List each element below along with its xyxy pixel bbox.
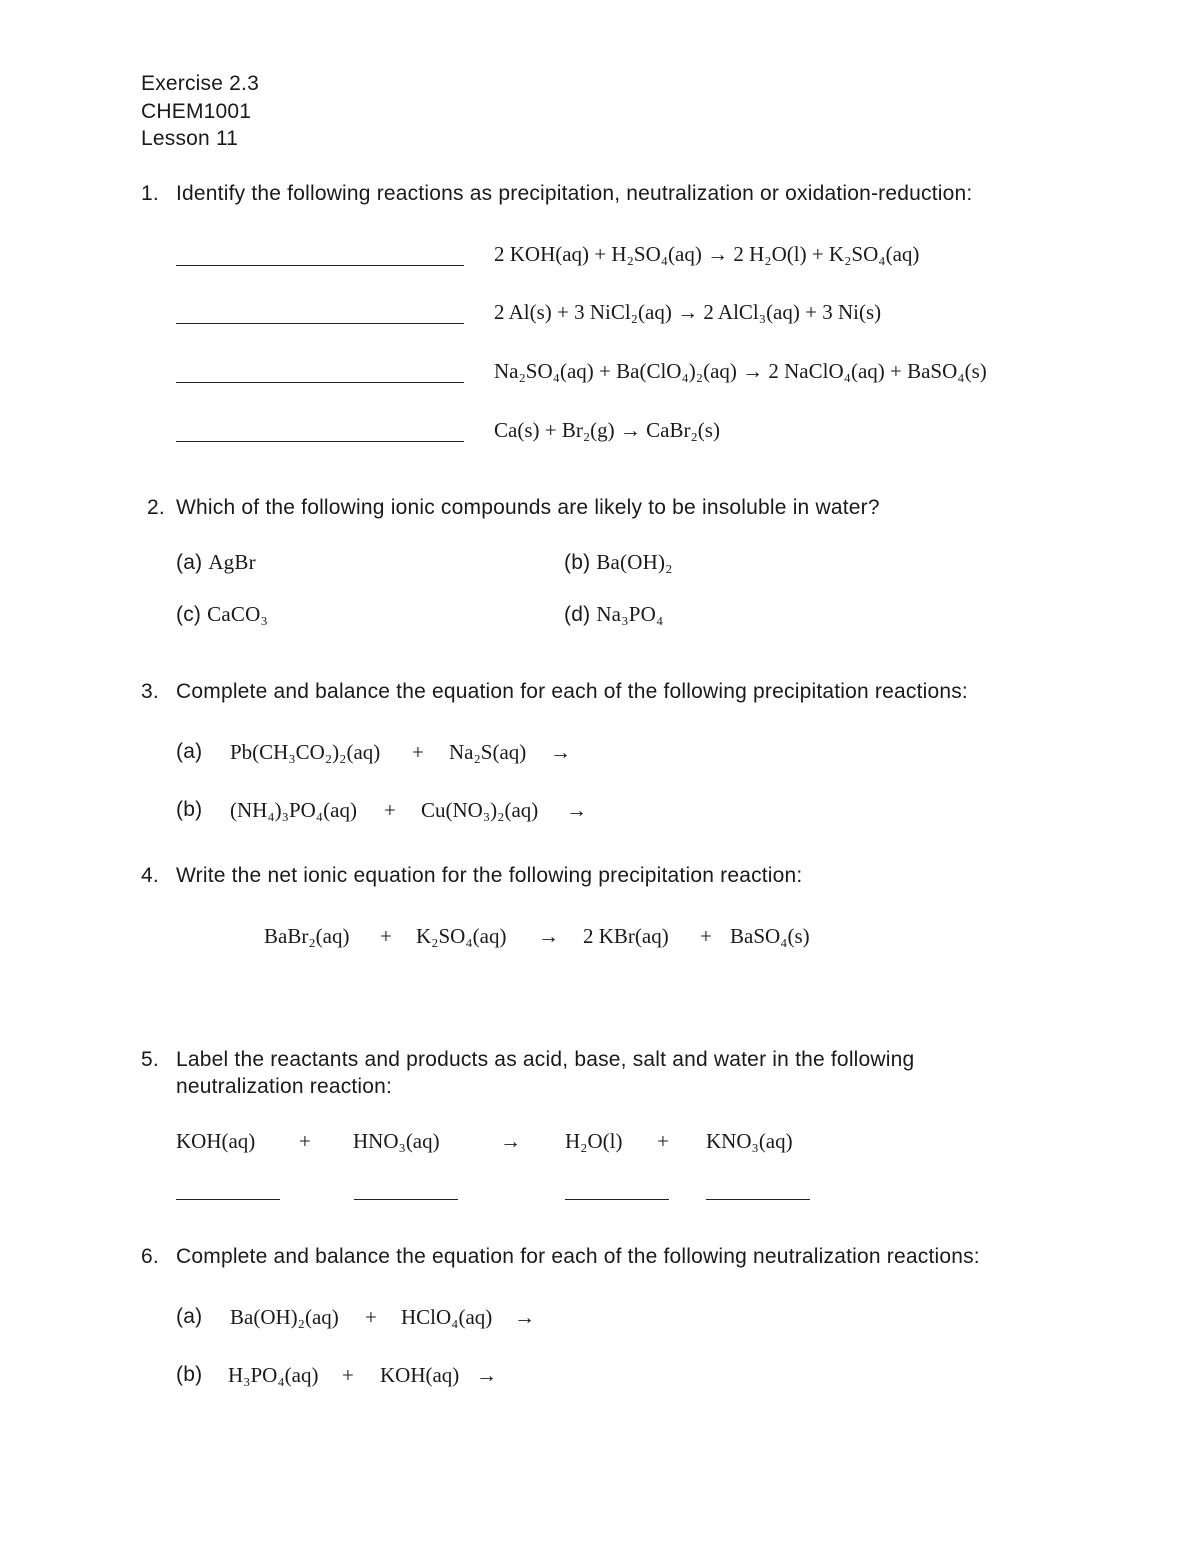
q5-prompt-line-1: Label the reactants and products as acid, base, salt and water in the following <box>176 1048 915 1071</box>
q3-item-a-arrow: → <box>550 740 571 764</box>
q6-item-b-reactant-1: H₃PO₄(aq) <box>228 1363 319 1387</box>
q6-item-b-label: (b) <box>176 1363 203 1386</box>
q4-product-1: 2 KBr(aq) <box>583 924 669 948</box>
q4-plus-1: + <box>380 924 392 948</box>
option-formula: CaCO₃ <box>207 602 268 626</box>
option-label: (a) <box>176 551 203 574</box>
option-formula: AgBr <box>208 550 256 574</box>
q2-option-a <box>176 549 256 576</box>
q1-number: 1. <box>141 182 159 205</box>
option-formula: Ba(OH)₂ <box>596 550 673 574</box>
q2-prompt: Which of the following ionic compounds are likely to be insoluble in water? <box>176 496 880 519</box>
q5-number: 5. <box>141 1048 159 1071</box>
q3-item-a-reactant-1: Pb(CH₃CO₂)₂(aq) <box>230 740 381 764</box>
q3-item-a-plus: + <box>412 740 424 764</box>
option-formula: Na₃PO₄ <box>596 602 664 626</box>
q3-item-b-arrow: → <box>566 798 587 822</box>
q4-reactant-1: BaBr₂(aq) <box>264 924 350 948</box>
q6-prompt: Complete and balance the equation for each of the following neutralization reactions: <box>176 1245 980 1268</box>
q4-prompt: Write the net ionic equation for the following precipitation reaction: <box>176 864 803 887</box>
exercise-title: Exercise 2.3 <box>141 72 259 95</box>
q3-number: 3. <box>141 680 159 703</box>
q6-number: 6. <box>141 1245 159 1268</box>
q4-plus-2: + <box>700 924 712 948</box>
q5-arrow: → <box>500 1129 521 1153</box>
q5-plus-1: + <box>299 1129 311 1153</box>
q3-prompt: Complete and balance the equation for each of the following precipitation reactions: <box>176 680 968 703</box>
q4-number: 4. <box>141 864 159 887</box>
q6-item-a-reactant-2: HClO₄(aq) <box>401 1305 493 1329</box>
q1-answer-blank-3[interactable] <box>176 382 464 383</box>
q1-answer-blank-2[interactable] <box>176 323 464 324</box>
q3-item-a-reactant-2: Na₂S(aq) <box>449 740 527 764</box>
q5-term-hno3: HNO₃(aq) <box>353 1129 440 1153</box>
q5-prompt-line-2: neutralization reaction: <box>176 1075 393 1098</box>
q1-reaction-2: 2 Al(s) + 3 NiCl₂(aq) → 2 AlCl₃(aq) + 3 Ni(s) <box>494 300 882 324</box>
q1-reaction-3: Na₂SO₄(aq) + Ba(ClO₄)₂(aq) → 2 NaClO₄(aq) + BaSO₄(s) <box>494 359 987 383</box>
q5-label-blank-kno3[interactable] <box>706 1199 810 1200</box>
q2-option-c <box>176 601 268 628</box>
q5-plus-2: + <box>657 1129 669 1153</box>
q5-term-kno3: KNO₃(aq) <box>706 1129 793 1153</box>
q2-number: 2. <box>147 496 165 519</box>
q1-answer-blank-1[interactable] <box>176 265 464 266</box>
q5-label-blank-h2o[interactable] <box>565 1199 669 1200</box>
q2-option-b <box>564 549 673 576</box>
q6-item-a-plus: + <box>365 1305 377 1329</box>
q6-item-b-arrow: → <box>476 1363 497 1387</box>
q4-arrow: → <box>538 924 559 948</box>
option-label: (d) <box>564 603 591 626</box>
q1-reaction-4: Ca(s) + Br₂(g) → CaBr₂(s) <box>494 418 720 442</box>
q6-item-b-plus: + <box>342 1363 354 1387</box>
q5-label-blank-koh[interactable] <box>176 1199 280 1200</box>
q6-item-a-label: (a) <box>176 1305 203 1328</box>
option-label: (b) <box>564 551 591 574</box>
q6-item-a-reactant-1: Ba(OH)₂(aq) <box>230 1305 339 1329</box>
q3-item-a-label: (a) <box>176 740 203 763</box>
q1-reaction-1: 2 KOH(aq) + H₂SO₄(aq) → 2 H₂O(l) + K₂SO₄(aq) <box>494 242 920 266</box>
q5-label-blank-hno3[interactable] <box>354 1199 458 1200</box>
q3-item-b-reactant-2: Cu(NO₃)₂(aq) <box>421 798 539 822</box>
course-code: CHEM1001 <box>141 100 252 123</box>
q6-item-b-reactant-2: KOH(aq) <box>380 1363 460 1387</box>
option-label: (c) <box>176 603 202 626</box>
q4-product-2: BaSO₄(s) <box>730 924 810 948</box>
q3-item-b-reactant-1: (NH₄)₃PO₄(aq) <box>230 798 357 822</box>
q1-answer-blank-4[interactable] <box>176 441 464 442</box>
q3-item-b-plus: + <box>384 798 396 822</box>
q1-prompt: Identify the following reactions as precipitation, neutralization or oxidation-reduction: <box>176 182 973 205</box>
q3-item-b-label: (b) <box>176 798 203 821</box>
q5-term-koh: KOH(aq) <box>176 1129 256 1153</box>
q4-reactant-2: K₂SO₄(aq) <box>416 924 507 948</box>
q6-item-a-arrow: → <box>514 1305 535 1329</box>
lesson-number: Lesson 11 <box>141 127 239 150</box>
q2-option-d <box>564 601 664 628</box>
q5-term-h2o: H₂O(l) <box>565 1129 623 1153</box>
